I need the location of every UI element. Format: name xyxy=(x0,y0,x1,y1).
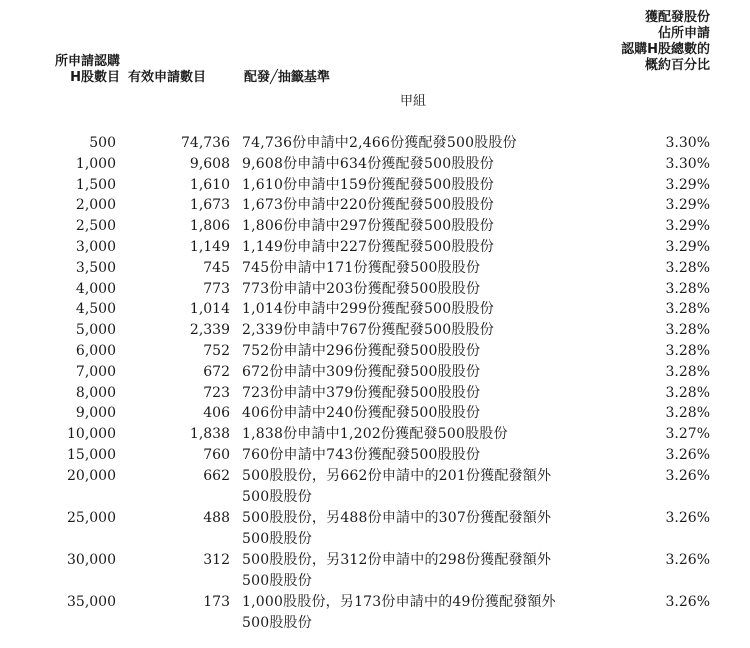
shares-cell: 15,000 xyxy=(67,446,116,463)
shares-cell: 7,000 xyxy=(75,363,116,380)
valid-apps-cell: 1,673 xyxy=(189,197,230,214)
table-row xyxy=(0,299,750,320)
pct-cell: 3.26% xyxy=(665,593,710,610)
basis-cell: 500股股份，另312份申請中的298份獲配發額外500股股份 xyxy=(242,551,552,589)
valid-apps-cell: 406 xyxy=(203,405,230,422)
header-approx-percentage xyxy=(540,10,710,74)
valid-apps-cell: 752 xyxy=(203,342,230,359)
header-shares-line1: 所申請認購 xyxy=(54,54,120,69)
valid-apps-cell: 2,339 xyxy=(189,322,230,339)
basis-cell: 1,610份申請中159份獲配發500股股份 xyxy=(242,176,494,193)
table-row xyxy=(0,154,750,175)
shares-cell: 2,500 xyxy=(75,218,116,235)
table-row xyxy=(0,195,750,216)
valid-apps-cell: 1,149 xyxy=(189,238,230,255)
table-row xyxy=(0,592,750,634)
pct-cell: 3.28% xyxy=(665,384,710,401)
pct-cell: 3.28% xyxy=(665,280,710,297)
shares-cell: 1,000 xyxy=(75,155,116,172)
basis-cell: 1,149份申請中227份獲配發500股股份 xyxy=(242,238,494,255)
basis-cell: 723份申請中379份獲配發500股股份 xyxy=(242,384,481,401)
valid-apps-cell: 1,838 xyxy=(189,426,230,443)
basis-cell: 745份申請中171份獲配發500股股份 xyxy=(242,259,481,276)
shares-cell: 20,000 xyxy=(67,467,116,484)
header-shares-applied xyxy=(32,54,120,86)
basis-cell: 1,000股股份，另173份申請中的49份獲配發額外500股股份 xyxy=(242,593,556,631)
header-pct-line1: 獲配發股份 xyxy=(644,10,710,25)
valid-apps-cell: 9,608 xyxy=(189,155,230,172)
basis-cell: 74,736份申請中2,466份獲配發500股股份 xyxy=(242,135,517,151)
table-row xyxy=(0,362,750,383)
header-valid-applications: 有效申請數目 xyxy=(128,70,207,85)
table-row xyxy=(0,403,750,424)
pct-cell: 3.29% xyxy=(665,218,710,235)
valid-apps-cell: 662 xyxy=(203,467,230,484)
pct-cell: 3.26% xyxy=(665,551,710,568)
table-row xyxy=(0,508,750,550)
pct-cell: 3.27% xyxy=(665,426,710,443)
shares-cell: 25,000 xyxy=(67,509,116,526)
table-row xyxy=(0,320,750,341)
shares-cell: 2,000 xyxy=(75,197,116,214)
basis-cell: 406份申請中240份獲配發500股股份 xyxy=(242,405,481,422)
pct-cell: 3.28% xyxy=(665,342,710,359)
basis-cell: 500股股份，另488份申請中的307份獲配發額外500股股份 xyxy=(242,509,552,547)
shares-cell: 9,000 xyxy=(75,405,116,422)
valid-apps-cell: 1,806 xyxy=(189,218,230,235)
basis-cell: 9,608份申請中634份獲配發500股股份 xyxy=(242,155,494,172)
shares-cell: 10,000 xyxy=(67,426,116,443)
basis-cell: 1,838份申請中1,202份獲配發500股股份 xyxy=(242,426,508,443)
table-row xyxy=(0,258,750,279)
table-row xyxy=(0,279,750,300)
valid-apps-cell: 723 xyxy=(203,384,230,401)
table-row xyxy=(0,424,750,445)
basis-cell: 672份申請中309份獲配發500股股份 xyxy=(242,363,481,380)
table-row xyxy=(0,133,750,154)
valid-apps-cell: 173 xyxy=(203,593,230,610)
basis-cell: 773份申請中203份獲配發500股股份 xyxy=(242,280,481,297)
shares-cell: 5,000 xyxy=(75,322,116,339)
table-row xyxy=(0,237,750,258)
valid-apps-cell: 1,014 xyxy=(189,301,230,318)
valid-apps-cell: 74,736 xyxy=(181,135,230,151)
valid-apps-cell: 745 xyxy=(203,259,230,276)
pct-cell: 3.29% xyxy=(665,238,710,255)
pct-cell: 3.28% xyxy=(665,405,710,422)
header-pct-line3: 認購H股總數的 xyxy=(621,42,710,57)
shares-cell: 4,000 xyxy=(75,280,116,297)
pct-cell: 3.29% xyxy=(665,176,710,193)
table-row xyxy=(0,445,750,466)
header-pct-line4: 概約百分比 xyxy=(644,58,710,73)
pct-cell: 3.28% xyxy=(665,363,710,380)
allocation-table xyxy=(0,133,750,634)
pct-cell: 3.28% xyxy=(665,322,710,339)
shares-cell: 3,500 xyxy=(75,259,116,276)
basis-cell: 752份申請中296份獲配發500股股份 xyxy=(242,342,481,359)
basis-cell: 1,014份申請中299份獲配發500股股份 xyxy=(242,301,494,318)
table-row xyxy=(0,216,750,237)
basis-cell: 1,673份申請中220份獲配發500股股份 xyxy=(242,197,494,214)
pct-cell: 3.28% xyxy=(665,301,710,318)
basis-cell: 2,339份申請中767份獲配發500股股份 xyxy=(242,322,494,339)
valid-apps-cell: 672 xyxy=(203,363,230,380)
basis-cell: 500股股份，另662份申請中的201份獲配發額外500股股份 xyxy=(242,467,552,505)
shares-cell: 30,000 xyxy=(67,551,116,568)
table-row xyxy=(0,466,750,508)
pct-cell: 3.26% xyxy=(665,509,710,526)
header-group-a: 甲組 xyxy=(400,94,427,109)
shares-cell: 1,500 xyxy=(75,176,116,193)
valid-apps-cell: 773 xyxy=(203,280,230,297)
valid-apps-cell: 760 xyxy=(203,446,230,463)
header-shares-line2: H股數目 xyxy=(70,70,120,85)
shares-cell: 3,000 xyxy=(75,238,116,255)
basis-cell: 760份申請中743份獲配發500股股份 xyxy=(242,446,481,463)
header-pct-line2: 佔所申請 xyxy=(657,26,710,41)
basis-cell: 1,806份申請中297份獲配發500股股份 xyxy=(242,218,494,235)
table-row xyxy=(0,550,750,592)
valid-apps-cell: 1,610 xyxy=(189,176,230,193)
shares-cell: 4,500 xyxy=(75,301,116,318)
valid-apps-cell: 312 xyxy=(203,551,230,568)
table-row xyxy=(0,383,750,404)
valid-apps-cell: 488 xyxy=(203,509,230,526)
table-row xyxy=(0,341,750,362)
pct-cell: 3.26% xyxy=(665,446,710,463)
header-allocation-basis: 配發╱抽籤基準 xyxy=(244,70,330,85)
table-row xyxy=(0,175,750,196)
shares-cell: 8,000 xyxy=(75,384,116,401)
pct-cell: 3.29% xyxy=(665,197,710,214)
shares-cell: 6,000 xyxy=(75,342,116,359)
shares-cell: 500 xyxy=(89,135,116,151)
pct-cell: 3.30% xyxy=(665,135,710,151)
pct-cell: 3.30% xyxy=(665,155,710,172)
pct-cell: 3.26% xyxy=(665,467,710,484)
shares-cell: 35,000 xyxy=(67,593,116,610)
pct-cell: 3.28% xyxy=(665,259,710,276)
